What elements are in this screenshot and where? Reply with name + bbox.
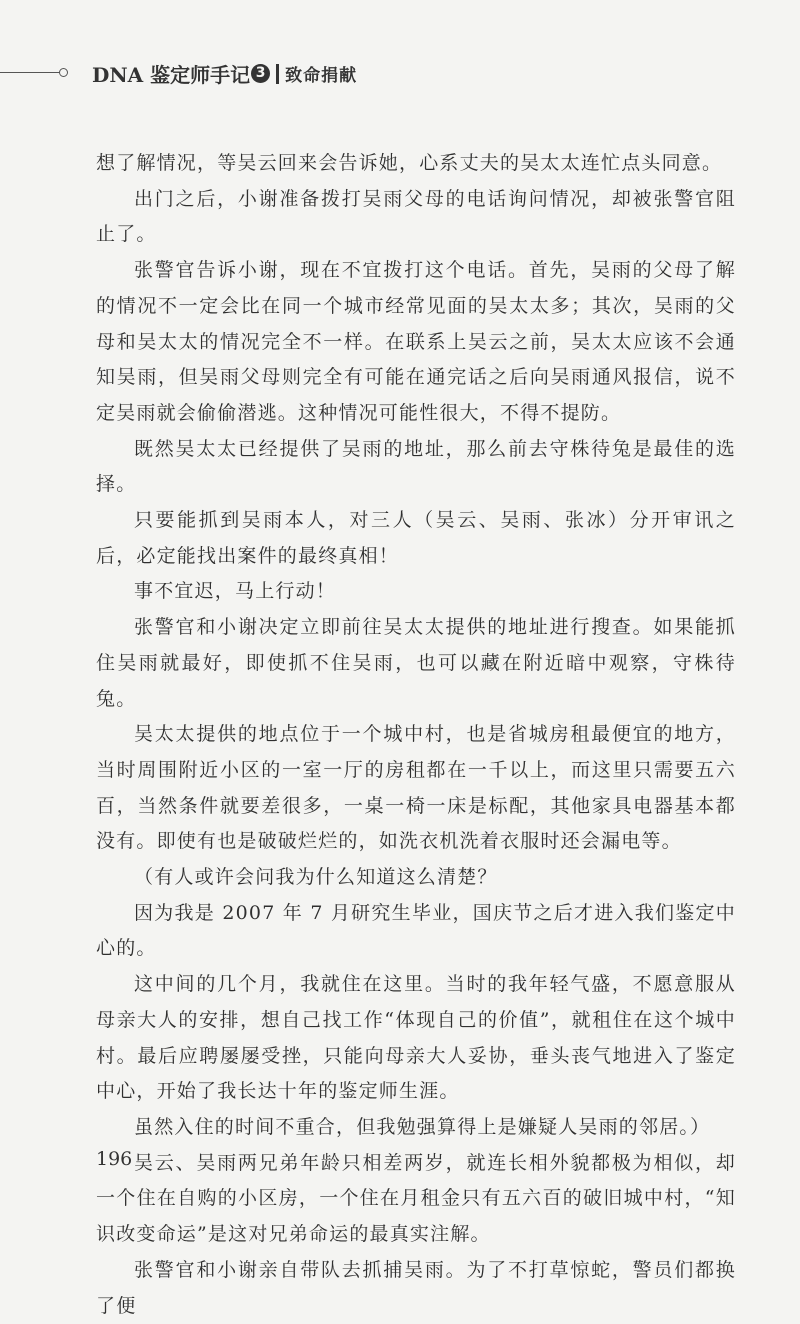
paragraph: 既然吴太太已经提供了吴雨的地址，那么前去守株待兔是最佳的选择。: [96, 437, 736, 496]
paragraph: 事不宜迟，马上行动！: [134, 580, 337, 603]
paragraph: 想了解情况，等吴云回来会告诉她，心系丈夫的吴太太连忙点头同意。: [96, 152, 723, 174]
paragraph: 虽然入住的时间不重合，但我勉强算得上是嫌疑人吴雨的邻居。）: [134, 1115, 711, 1138]
header-title: [92, 59, 357, 88]
paragraph: 吴太太提供的地点位于一个城中村，也是省城房租最便宜的地方，当时周围附近小区的一室一厅的房租都在一千以上，而这里只需要五六百，当然条件就要差很多，一桌一椅一床是标配，其他家具电器基本都没有。即使有也是破破烂烂的，如洗衣机洗着衣服时还会漏电等。: [96, 723, 736, 853]
paragraph: 张警官和小谢亲自带队去抓捕吴雨。为了不打草惊蛇，警员们都换了便: [96, 1258, 736, 1317]
header-circle-ornament: [59, 68, 68, 77]
book-title: DNA 鉴定师手记: [92, 63, 251, 87]
paragraph: 吴云、吴雨两兄弟年龄只相差两岁，就连长相外貌都极为相似，却一个住在自购的小区房，一个住在月租金只有五六百的破旧城中村，“知识改变命运”是这对兄弟命运的最真实注解。: [96, 1151, 736, 1246]
paragraph: 因为我是 2007 年 7 月研究生毕业，国庆节之后才进入我们鉴定中心的。: [96, 901, 736, 960]
paragraph: 只要能抓到吴雨本人，对三人（吴云、吴雨、张冰）分开审讯之后，必定能找出案件的最终真相！: [96, 509, 736, 567]
paragraph: 张警官告诉小谢，现在不宜拨打这个电话。首先，吴雨的父母了解的情况不一定会比在同一个城市经常见面的吴太太多；其次，吴雨的父母和吴太太的情况完全不一样。在联系上吴云之前，吴太太应该不会通知吴雨，但吴雨父母则完全有可能在通完话之后向吴雨通风报信，说不定吴雨就会偷偷潜逃。这种情况可能性很大，不得不提防。: [96, 259, 736, 424]
header-separator-bar: [276, 64, 279, 84]
page-body-text: [96, 146, 736, 1324]
book-subtitle: 致命捐献: [285, 66, 358, 86]
running-header: [0, 56, 800, 86]
header-rule-line: [0, 72, 60, 73]
paragraph: （有人或许会问我为什么知道这么清楚？: [134, 866, 498, 889]
volume-number-badge: 3: [251, 64, 270, 83]
paragraph: 出门之后，小谢准备拨打吴雨父母的电话询问情况，却被张警官阻止了。: [96, 187, 736, 246]
page-number: 196: [96, 1148, 133, 1170]
paragraph: 张警官和小谢决定立即前往吴太太提供的地址进行搜查。如果能抓住吴雨就最好，即使抓不住吴雨，也可以藏在附近暗中观察，守株待兔。: [96, 616, 736, 710]
paragraph: 这中间的几个月，我就住在这里。当时的我年轻气盛，不愿意服从母亲大人的安排，想自己找工作“体现自己的价值”，就租住在这个城中村。最后应聘屡屡受挫，只能向母亲大人妥协，垂头丧气地进入了鉴定中心，开始了我长达十年的鉴定师生涯。: [96, 973, 736, 1103]
